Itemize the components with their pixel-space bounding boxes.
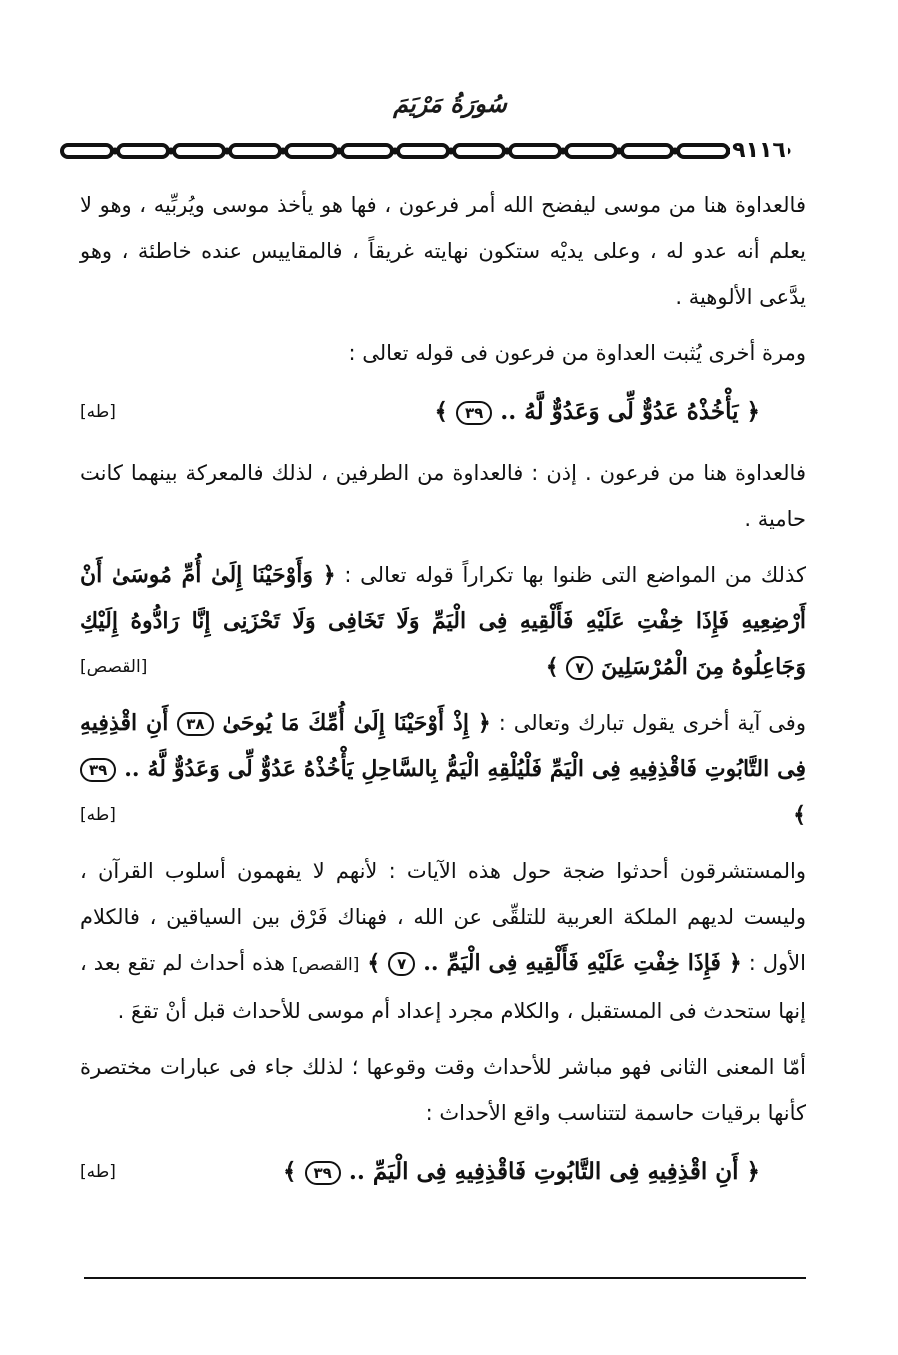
chain-link-ornament <box>342 145 392 157</box>
verse-close-bracket: ﴾ <box>545 654 559 680</box>
verse-number-badge: ٣٩ <box>305 1161 341 1185</box>
page-number: ٩١١٦ <box>730 136 788 166</box>
chain-dot-ornament <box>336 148 343 155</box>
verse-text-a: إِذْ أَوْحَيْنَا إِلَىٰ أُمِّكَ مَا يُوحَىٰ <box>222 710 469 736</box>
paragraph-5 <box>80 700 806 838</box>
surah-title-calligraphy: سُورَةُ مَرْيَمَ <box>393 89 507 118</box>
paragraph-3: فالعداوة هنا من فرعون . إذن : فالعداوة من الطرفين ، لذلك فالمعركة بينهما كانت حامية . <box>80 461 806 531</box>
chain-link-ornament <box>510 145 560 157</box>
chain-dot-ornament <box>504 148 511 155</box>
verse-text-b: أَنِ اقْذِفِيهِ فِى التَّابُوتِ فَاقْذِفِيهِ فِى الْيَمِّ فَلْيُلْقِهِ الْيَمُّ بِالسَّاحِلِ يَأْخُذْهُ عَدُوٌّ لِّى وَعَدُوٌّ لَّهُ .. <box>80 710 806 782</box>
chain-dot-ornament <box>168 148 175 155</box>
surah-reference: [طه] <box>80 402 116 422</box>
verse-block-taha-39-second <box>80 1146 806 1198</box>
verse-close-bracket: ﴾ <box>283 1158 297 1185</box>
verse-number-badge: ٧ <box>566 656 593 680</box>
paragraph-5-intro: وفى آية أخرى يقول تبارك وتعالى : <box>498 711 806 735</box>
chain-dot-ornament <box>560 148 567 155</box>
paragraph-4-intro: كذلك من المواضع التى ظنوا بها تكراراً قوله تعالى : <box>344 563 806 587</box>
verse-number-badge: ٧ <box>388 952 415 976</box>
verse-close-bracket: ﴾ <box>367 950 381 976</box>
verse-open-bracket: ﴿ <box>746 398 760 425</box>
page-body <box>80 182 806 1210</box>
paragraph-2: ومرة أخرى يُثبت العداوة من فرعون فى قوله تعالى : <box>348 341 806 365</box>
verse-text: وَأَوْحَيْنَا إِلَىٰ أُمِّ مُوسَىٰ أَنْ أَرْضِعِيهِ فَإِذَا خِفْتِ عَلَيْهِ فَأَلْقِيهِ فِى الْيَمِّ وَلَا تَخَافِى وَلَا تَحْزَنِى إِنَّا رَادُّوهُ إِلَيْكِ وَجَاعِلُوهُ مِنَ الْمُرْسَلِينَ <box>80 562 806 680</box>
paragraph-1: فالعداوة هنا من موسى ليفضح الله أمر فرعون ، فها هو يأخذ موسى ويُربِّيه ، وهو لا يعلم أنه عدو له ، وعلى يديْه ستكون نهايته غريقاً ، فالمقاييس عنده خاطئة ، وهو يدَّعى الألوهية . <box>80 193 806 309</box>
chain-link-ornament <box>622 145 672 157</box>
chain-link-ornament <box>454 145 504 157</box>
paragraph-6-part-2: هذه أحداث لم تقع بعد ، إنها ستحدث فى المستقبل ، والكلام مجرد إعداد أم موسى للأحداث قبل أنْ تقعَ . <box>80 951 806 1023</box>
paragraph-7: أمّا المعنى الثانى فهو مباشر للأحداث وقت وقوعها ؛ لذلك جاء فى عبارات مختصرة كأنها برقيات حاسمة لتتناسب واقع الأحداث : <box>80 1055 806 1125</box>
surah-reference: [القصص] <box>80 657 148 677</box>
verse-text: يَأْخُذْهُ عَدُوٌّ لِّى وَعَدُوٌّ لَّهُ .. <box>500 398 739 425</box>
chain-link-ornament <box>566 145 616 157</box>
verse-close-bracket: ﴾ <box>434 398 448 425</box>
chain-dot-ornament <box>392 148 399 155</box>
surah-reference: [طه] <box>80 1162 116 1182</box>
paragraph-4 <box>80 552 806 690</box>
quran-verse <box>434 386 760 438</box>
ornamental-header-band <box>60 136 836 166</box>
quran-verse-qasas-7-short <box>359 950 741 976</box>
chain-link-ornament <box>678 145 728 157</box>
chain-link-ornament <box>230 145 280 157</box>
chain-link-ornament <box>398 145 448 157</box>
chain-dot-ornament <box>616 148 623 155</box>
chain-dot-ornament <box>280 148 287 155</box>
chain-link-ornament <box>174 145 224 157</box>
verse-open-bracket: ﴿ <box>728 950 742 976</box>
chain-dot-ornament <box>448 148 455 155</box>
chain-dot-ornament <box>224 148 231 155</box>
chain-link-ornament <box>286 145 336 157</box>
surah-reference: [طه] <box>80 805 116 825</box>
paragraph-6-part-1: والمستشرقون أحدثوا ضجة حول هذه الآيات : لأنهم لا يفهمون أسلوب القرآن ، وليست لديهم الملكة العربية للتلقِّى عن الله ، فهناك فَرْق بين السياقين ، فالكلام الأول : <box>80 859 806 975</box>
chain-dot-ornament <box>672 148 679 155</box>
quran-verse <box>283 1146 760 1198</box>
verse-block-taha-39 <box>80 386 806 438</box>
surah-reference: [القصص] <box>292 955 360 975</box>
paragraph-6 <box>80 848 806 1034</box>
verse-text: فَإِذَا خِفْتِ عَلَيْهِ فَأَلْقِيهِ فِى الْيَمِّ .. <box>423 950 721 976</box>
verse-open-bracket: ﴿ <box>746 1158 760 1185</box>
verse-close-bracket: ﴾ <box>793 802 806 828</box>
footer-divider-line <box>84 1277 806 1279</box>
verse-open-bracket: ﴿ <box>477 710 491 736</box>
verse-text: أَنِ اقْذِفِيهِ فِى التَّابُوتِ فَاقْذِفِيهِ فِى الْيَمِّ .. <box>348 1158 739 1185</box>
chain-link-ornament <box>118 145 168 157</box>
chain-link-ornament <box>62 145 112 157</box>
verse-number-badge: ٣٨ <box>177 712 213 736</box>
verse-number-badge: ٣٩ <box>456 401 492 425</box>
verse-number-badge: ٣٩ <box>80 758 116 782</box>
chain-dot-ornament <box>112 148 119 155</box>
verse-open-bracket: ﴿ <box>322 562 336 588</box>
